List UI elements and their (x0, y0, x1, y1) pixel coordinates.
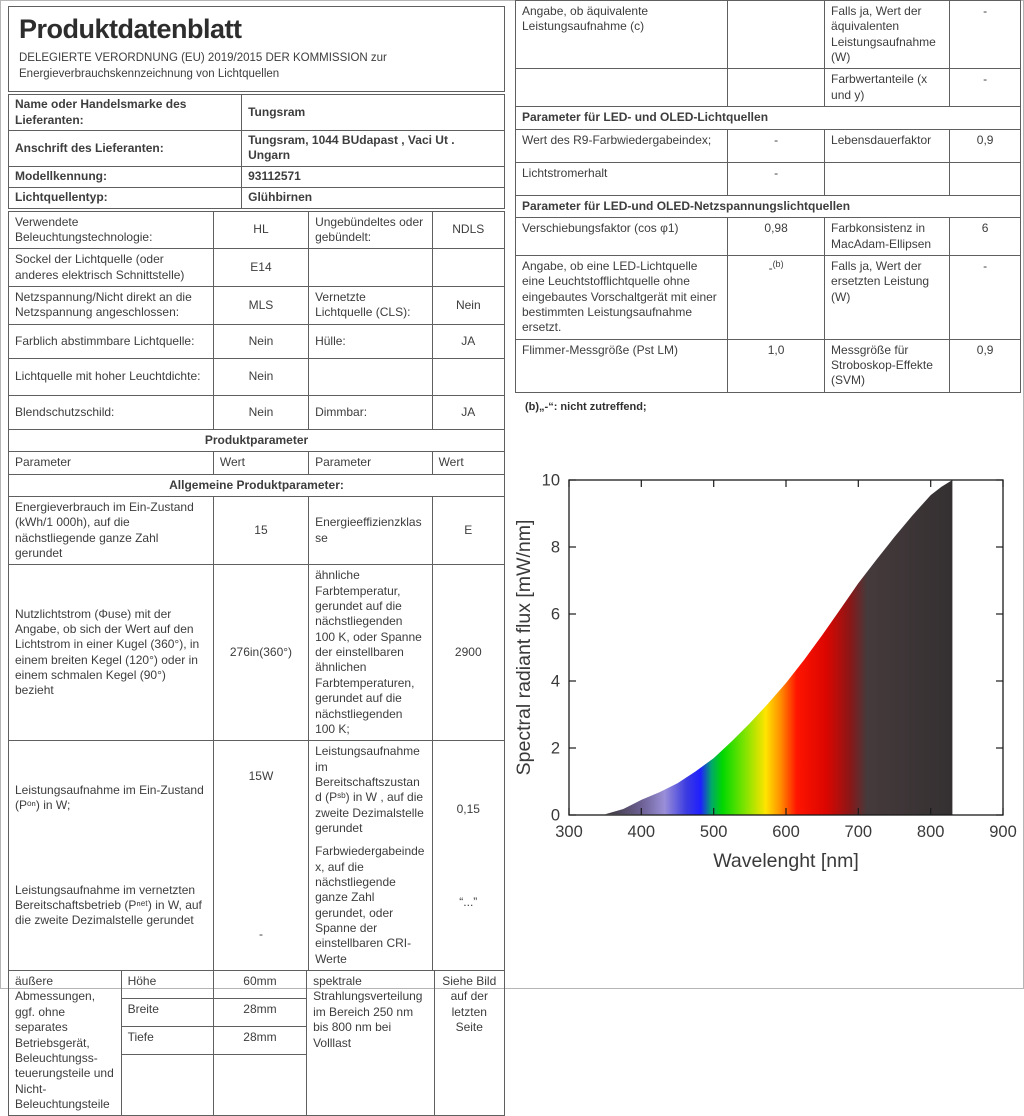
param-label: Falls ja, Wert der ersetzten Leistung (W) (825, 255, 950, 339)
table-row (9, 324, 505, 358)
param-label: Falls ja, Wert der äquivalenten Leistungsaufnahme (W) (825, 1, 950, 69)
page-title: Produktdatenblatt (19, 14, 242, 44)
table-row (9, 741, 505, 971)
param-value: - (728, 129, 825, 162)
param-label: Verschiebungsfaktor (cos φ1) (516, 218, 728, 256)
param-value: -$^{(b)}$ (728, 255, 825, 339)
svg-text:0: 0 (550, 806, 560, 825)
supplier-value: Tungsram, 1044 BUdapast , Vaci Ut . Ungarn (242, 130, 505, 166)
section-header-led-oled: Parameter für LED- und OLED-Lichtquellen (516, 107, 1021, 129)
dimension-value: 28mm (213, 998, 306, 1026)
param-label: Blendschutzschild: (9, 395, 214, 429)
param-label: Energieeffizienzklasse (309, 496, 433, 564)
table-row (9, 287, 505, 325)
param-value: 15 (213, 496, 308, 564)
table-row (9, 971, 505, 999)
section-header-led-netz: Parameter für LED-und OLED-Netzspannungslichtquellen (516, 195, 1021, 217)
svg-text:400: 400 (627, 822, 656, 841)
param-value: Nein (213, 395, 308, 429)
spectrum-area (605, 480, 952, 815)
param-label-text: Leistungsaufnahme im vernetzten Bereitschaftsbetrieb (Pⁿᵉᵗ) in W, auf die zweite Dezimalstelle gerundet (15, 882, 202, 928)
param-label: Farblich abstimmbare Lichtquelle: (9, 324, 214, 358)
column-header: Wert (432, 452, 504, 474)
page-subtitle (19, 50, 494, 82)
spectral-distribution-label: spektrale Strahlungsverteilung im Bereich 250 nm bis 800 nm bei Volllast (307, 971, 434, 1116)
table-row (9, 474, 505, 496)
table-row (9, 565, 505, 741)
param-value: E (432, 496, 504, 564)
param-label-text: Leistungsaufnahme im Bereitschaftszustand (Pˢᵇ) in W , auf die zweite Dezimalstelle gerundet (315, 744, 424, 836)
param-value: 0,9 (950, 129, 1021, 162)
param-label: Energieverbrauch im Ein-Zustand (kWh/1 000h), auf die nächstliegende ganze Zahl gerundet (9, 496, 214, 564)
svg-text:6: 6 (550, 605, 560, 624)
param-value: 0,9 (950, 339, 1021, 392)
left-column (8, 6, 505, 1116)
empty-cell (121, 1054, 213, 1116)
table-row (516, 339, 1021, 392)
table-row (9, 358, 505, 395)
supplier-value: Tungsram (242, 95, 505, 131)
spectral-chart-svg (515, 455, 1020, 887)
supplier-value: Glühbirnen (242, 187, 505, 208)
dimension-name: Breite (121, 998, 213, 1026)
param-label: Lichtquelle mit hoher Leuchtdichte: (9, 358, 214, 395)
param-label: Dimmbar: (309, 395, 433, 429)
param-value: - (950, 255, 1021, 339)
param-value: 6 (950, 218, 1021, 256)
table-row (516, 195, 1021, 217)
table-row (516, 255, 1021, 339)
empty-cell (728, 69, 825, 107)
param-label: Vernetzte Lichtquelle (CLS): (309, 287, 433, 325)
param-label: Angabe, ob eine LED-Lichtquelle eine Leuchtstofflichtquelle ohne eingebautes Vorschaltgerät mit einer bestimmten Leistungsaufnahme ersetzt. (516, 255, 728, 339)
svg-text:900: 900 (989, 822, 1017, 841)
supplier-label: Lichtquellentyp: (9, 187, 242, 208)
param-label: Ungebündeltes oder gebündelt: (309, 211, 433, 249)
svg-text:600: 600 (772, 822, 800, 841)
table-row (9, 187, 505, 208)
empty-cell (950, 162, 1021, 195)
param-value: 276in(360°) (213, 565, 308, 741)
subtitle-line-1: DELEGIERTE VERORDNUNG (EU) 2019/2015 DER KOMMISSION zur (19, 52, 387, 64)
param-label-text: Farbwiedergabeindex, auf die nächstliegende ganze Zahl gerundet, oder Spanne der einstellbaren CRI-Werte (315, 844, 425, 966)
param-value (432, 741, 504, 971)
table-row (516, 69, 1021, 107)
param-value: JA (432, 324, 504, 358)
param-value: 2900 (432, 565, 504, 741)
supplier-label: Modellkennung: (9, 166, 242, 187)
title-box (8, 6, 505, 92)
svg-text:10: 10 (541, 471, 560, 490)
dimension-value: 60mm (213, 971, 306, 999)
supplier-label: Name oder Handelsmarke des Lieferanten: (9, 95, 242, 131)
table-row (9, 95, 505, 131)
tech-parameters-table (8, 211, 505, 972)
param-value (432, 358, 504, 395)
param-value (728, 1, 825, 69)
param-label (309, 358, 433, 395)
param-label: Nutzlichtstrom (Φuse) mit der Angabe, ob sich der Wert auf den Lichtstrom in einer Kugel (360°), in einem breiten Kegel (120°) oder in einem schmalen Kegel (90°) bezieht (9, 565, 214, 741)
table-row (516, 162, 1021, 195)
dimension-name: Höhe (121, 971, 213, 999)
param-label: Farbkonsistenz in MacAdam-Ellipsen (825, 218, 950, 256)
table-row (9, 130, 505, 166)
param-label: Angabe, ob äquivalente Leistungsaufnahme (c) (516, 1, 728, 69)
svg-text:800: 800 (916, 822, 945, 841)
table-row (9, 166, 505, 187)
table-row (516, 218, 1021, 256)
param-value: JA (432, 395, 504, 429)
param-label (309, 741, 433, 971)
param-value: Nein (213, 324, 308, 358)
param-value-text: - (258, 927, 263, 941)
param-value: E14 (213, 249, 308, 287)
table-row (516, 129, 1021, 162)
supplier-table (8, 94, 505, 208)
param-value: - (950, 69, 1021, 107)
param-label: Hülle: (309, 324, 433, 358)
param-label (309, 249, 433, 287)
param-value: - (950, 1, 1021, 69)
empty-cell (516, 69, 728, 107)
dimension-value: 28mm (213, 1026, 306, 1054)
table-row (9, 395, 505, 429)
table-row (9, 452, 505, 474)
svg-text:700: 700 (844, 822, 873, 841)
right-column (515, 0, 1021, 892)
svg-text:2: 2 (550, 739, 560, 758)
param-label: Wert des R9-Farbwiedergabeindex; (516, 129, 728, 162)
param-value-text: 0,15 (456, 801, 480, 816)
param-value (213, 741, 308, 971)
param-value: 0,98 (728, 218, 825, 256)
dimensions-table (8, 970, 505, 1116)
subtitle-line-2: Energieverbrauchskennzeichnung von Lichtquellen (19, 68, 280, 81)
supplier-value: 93112571 (242, 166, 505, 187)
dimension-name: Tiefe (121, 1026, 213, 1054)
param-label: Flimmer-Messgröße (Pst LM) (516, 339, 728, 392)
param-label: Messgröße für Stroboskop-Effekte (SVM) (825, 339, 950, 392)
param-label: Verwendete Beleuchtungstechnologie: (9, 211, 214, 249)
svg-text:8: 8 (550, 538, 560, 557)
param-label (9, 741, 214, 971)
svg-text:500: 500 (699, 822, 728, 841)
table-row (9, 496, 505, 564)
table-row (516, 107, 1021, 129)
param-value-text: 15W (248, 769, 274, 783)
param-value: HL (213, 211, 308, 249)
param-label-text: Leistungsaufnahme im Ein-Zustand (Pᵒⁿ) in W; (15, 782, 204, 812)
table-row (516, 1, 1021, 69)
footnote: (b)„-“: nicht zutreffend; (525, 400, 647, 413)
empty-cell (213, 1054, 306, 1116)
table-row (9, 211, 505, 249)
param-value (432, 249, 504, 287)
param-value-text: “...” (459, 894, 478, 909)
param-value: - (728, 162, 825, 195)
svg-text:Wavelenght [nm]: Wavelenght [nm] (713, 849, 859, 872)
param-label: Lichtstromerhalt (516, 162, 728, 195)
led-parameters-table (515, 0, 1021, 393)
param-value: Nein (213, 358, 308, 395)
table-row (9, 249, 505, 287)
supplier-label: Anschrift des Lieferanten: (9, 130, 242, 166)
dimensions-label: äußere Abmessungen, ggf. ohne separates Betriebsgerät, Beleuchtungss-teuerungsteile und Nicht-Beleuchtungsteile (9, 971, 122, 1116)
svg-text:300: 300 (555, 822, 583, 841)
spectral-distribution-chart (515, 455, 1021, 892)
param-label: Lebensdauerfaktor (825, 129, 950, 162)
column-header: Parameter (9, 452, 214, 474)
footnote-marker: (b) (772, 258, 784, 269)
param-label: Farbwertanteile (x und y) (825, 69, 950, 107)
column-header: Parameter (309, 452, 433, 474)
param-value: MLS (213, 287, 308, 325)
param-value: Nein (432, 287, 504, 325)
empty-cell (825, 162, 950, 195)
param-label: Netzspannung/Nicht direkt an die Netzspannung angeschlossen: (9, 287, 214, 325)
param-value: 1,0 (728, 339, 825, 392)
svg-text:4: 4 (550, 672, 560, 691)
param-label: ähnliche Farbtemperatur, gerundet auf die nächstliegenden 100 K, oder Spanne der einstellbaren ähnlichen Farbtemperaturen, gerundet auf die nächstliegenden 100 K; (309, 565, 433, 741)
section-header-allgemeine: Allgemeine Produktparameter: (9, 474, 505, 496)
svg-text:Spectral radiant flux [mW/nm]: Spectral radiant flux [mW/nm] (515, 519, 535, 776)
table-row (9, 429, 505, 451)
param-value: NDLS (432, 211, 504, 249)
param-label: Sockel der Lichtquelle (oder anderes elektrisch Schnittstelle) (9, 249, 214, 287)
column-header: Wert (213, 452, 308, 474)
spectral-distribution-value: Siehe Bild auf der letzten Seite (434, 971, 504, 1116)
section-header-produktparameter: Produktparameter (9, 429, 505, 451)
